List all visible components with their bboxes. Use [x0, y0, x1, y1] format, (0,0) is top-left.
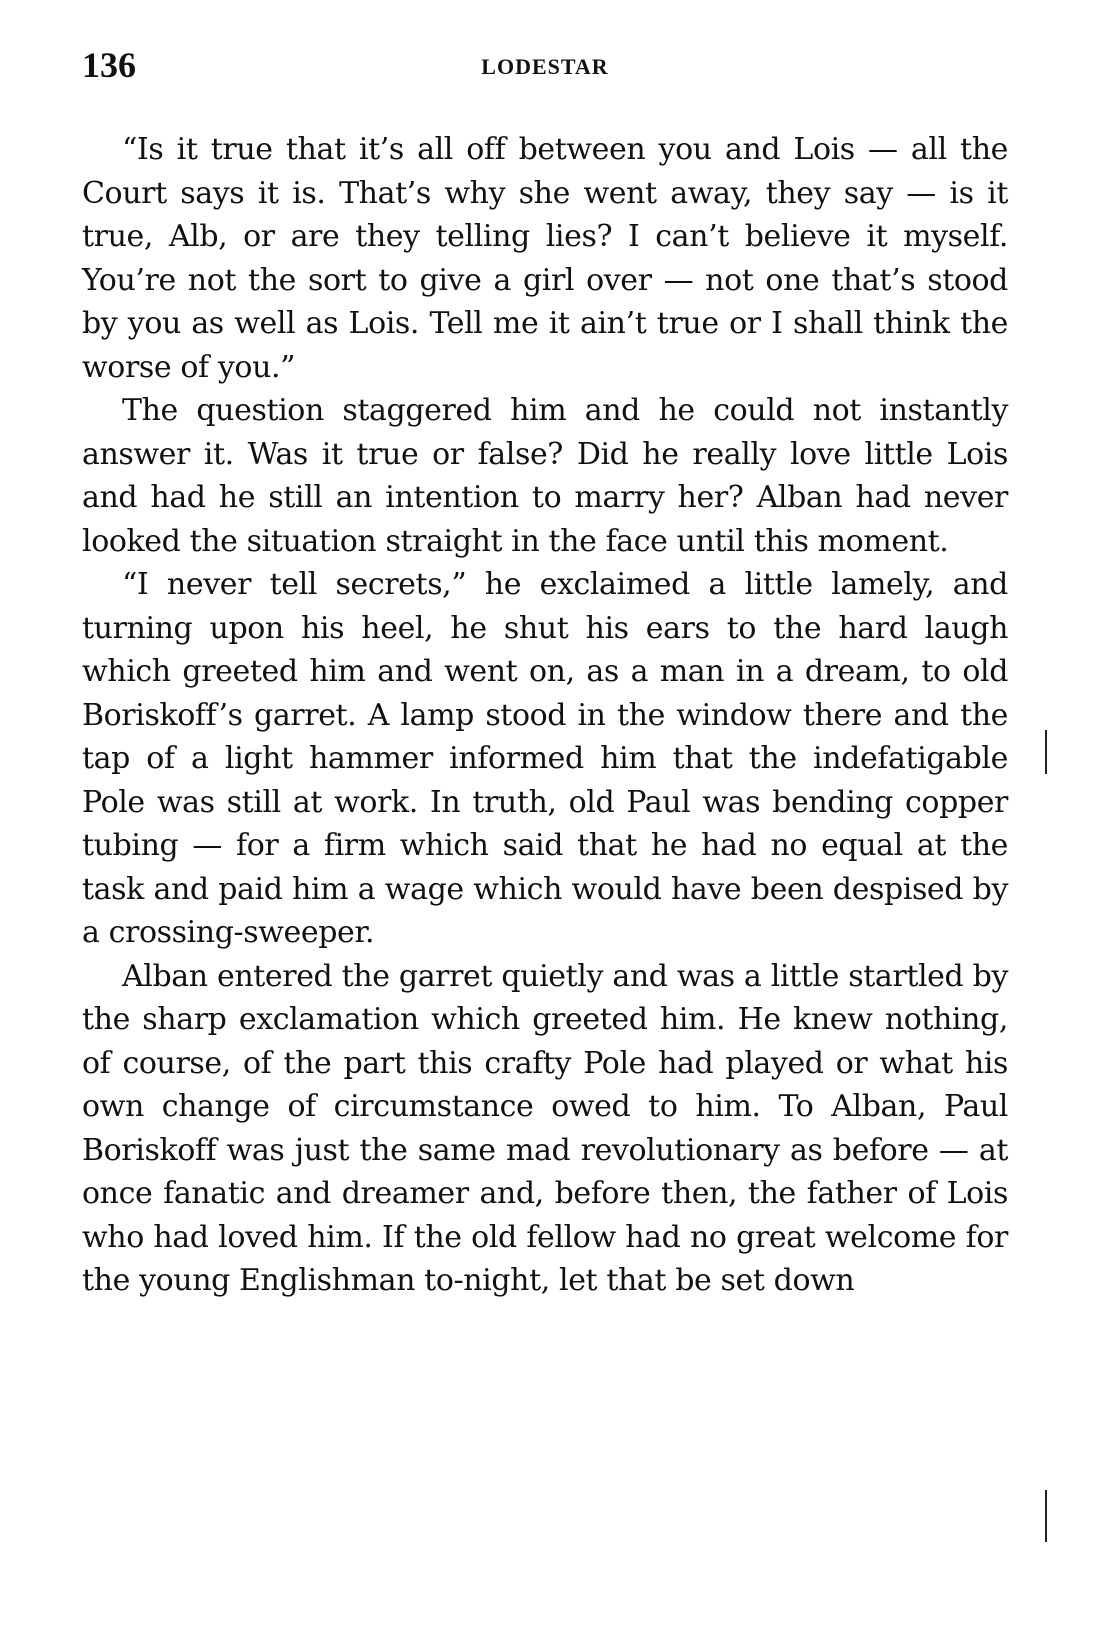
page-number: 136	[82, 45, 136, 85]
running-head: LODESTAR	[481, 54, 609, 79]
body-text	[82, 128, 1008, 1303]
scan-edge-mark-lower	[1045, 1490, 1047, 1542]
paragraph-1: “Is it true that it’s all off between you and Lois — all the Court says it is. That’s why she went away, they say — is it true, Alb, or are they telling lies? I can’t believe it myself. You’re not the sort to give a girl over — not one that’s stood by you as well as Lois. Tell me it ain’t true or I shall think the worse of you.”	[82, 132, 1008, 385]
scan-edge-mark-upper	[1045, 730, 1047, 774]
paragraph-3: “I never tell secrets,” he exclaimed a little lamely, and turning upon his heel, he shut his ears to the hard laugh which greeted him and went on, as a man in a dream, to old Boriskoff’s garret. A lamp stood in the window there and the tap of a light hammer informed him that the indefatigable Pole was still at work. In truth, old Paul was bending copper tubing — for a firm which said that he had no equal at the task and paid him a wage which would have been despised by a crossing-sweeper.	[82, 567, 1008, 950]
paragraph-2: The question staggered him and he could not instantly answer it. Was it true or false? Did he really love little Lois and had he still an intention to marry her? Alban had never looked the situation straight in the face until this moment.	[82, 393, 1008, 559]
page-header	[82, 40, 1008, 90]
paragraph-4: Alban entered the garret quietly and was a little startled by the sharp exclamation which greeted him. He knew nothing, of course, of the part this crafty Pole had played or what his own change of circumstance owed to him. To Alban, Paul Boriskoff was just the same mad revolutionary as before — at once fanatic and dreamer and, before then, the father of Lois who had loved him. If the old fellow had no great welcome for the young Englishman to-night, let that be set down	[82, 958, 1008, 1298]
